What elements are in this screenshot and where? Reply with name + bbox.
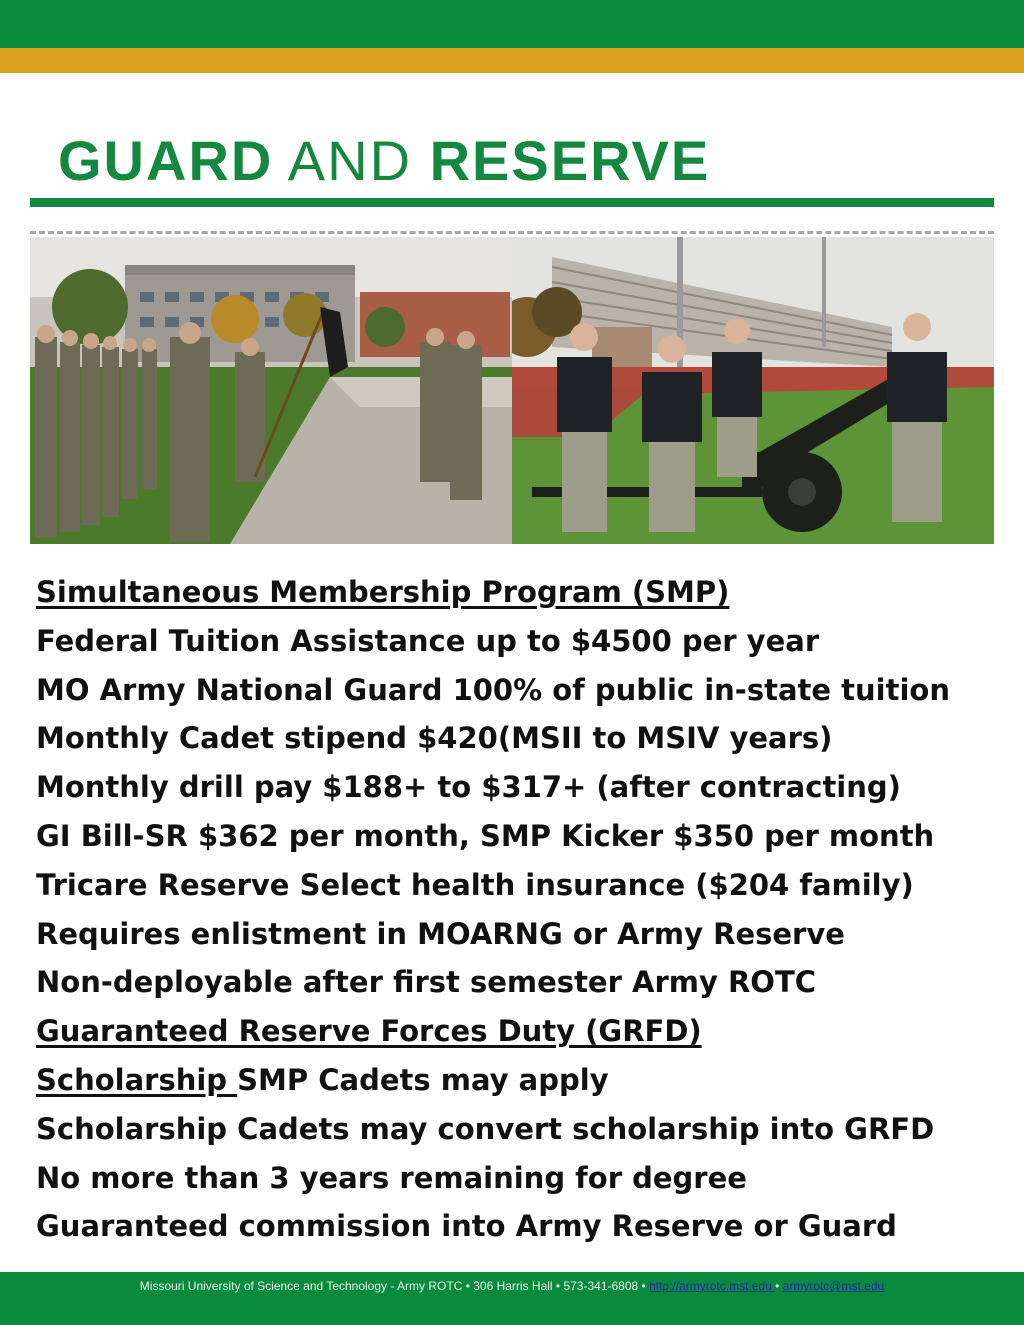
list-item: Federal Tuition Assistance up to $4500 per year xyxy=(36,623,820,658)
list-item: Monthly drill pay $188+ to $317+ (after contracting) xyxy=(36,770,901,805)
scholarship-label: Scholarship xyxy=(36,1062,238,1097)
footer xyxy=(0,1272,1024,1325)
dashed-divider xyxy=(30,231,994,234)
scholarship-text: SMP Cadets may apply xyxy=(237,1062,609,1097)
title-and: AND xyxy=(273,129,430,192)
title-underline xyxy=(30,198,994,207)
footer-contact-text: Missouri University of Science and Technology - Army ROTC • 306 Harris Hall • 573-341-6808 • xyxy=(139,1279,650,1293)
smp-heading: Simultaneous Membership Program (SMP) xyxy=(36,575,730,609)
program-details xyxy=(36,568,996,1251)
top-gold-band xyxy=(0,48,1024,73)
website-link[interactable]: http://armyrotc.mst.edu xyxy=(649,1279,776,1293)
title-reserve: RESERVE xyxy=(429,129,711,192)
list-item: Tricare Reserve Select health insurance ($204 family) xyxy=(36,867,914,902)
list-item: Monthly Cadet stipend $420(MSII to MSIV years) xyxy=(36,721,833,756)
email-link[interactable]: armyrotc@mst.edu xyxy=(782,1279,885,1293)
page-title xyxy=(58,128,710,194)
list-item: GI Bill-SR $362 per month, SMP Kicker $350 per month xyxy=(36,818,935,853)
photo-cadets-formation xyxy=(30,237,512,544)
footer-separator: • xyxy=(775,1279,783,1293)
list-item: Non-deployable after first semester Army ROTC xyxy=(36,965,817,1000)
list-item: Requires enlistment in MOARNG or Army Reserve xyxy=(36,916,845,951)
list-item: Guaranteed commission into Army Reserve or Guard xyxy=(36,1209,897,1244)
list-item: No more than 3 years remaining for degree xyxy=(36,1160,747,1195)
list-item: MO Army National Guard 100% of public in-state tuition xyxy=(36,672,950,707)
title-guard: GUARD xyxy=(58,129,274,192)
top-green-band xyxy=(0,0,1024,48)
list-item: Scholarship Cadets may convert scholarship into GRFD xyxy=(36,1111,935,1146)
photo-cadets-howitzer xyxy=(512,237,994,544)
scholarship-line xyxy=(36,1056,996,1105)
grfd-heading: Guaranteed Reserve Forces Duty (GRFD) xyxy=(36,1014,702,1049)
